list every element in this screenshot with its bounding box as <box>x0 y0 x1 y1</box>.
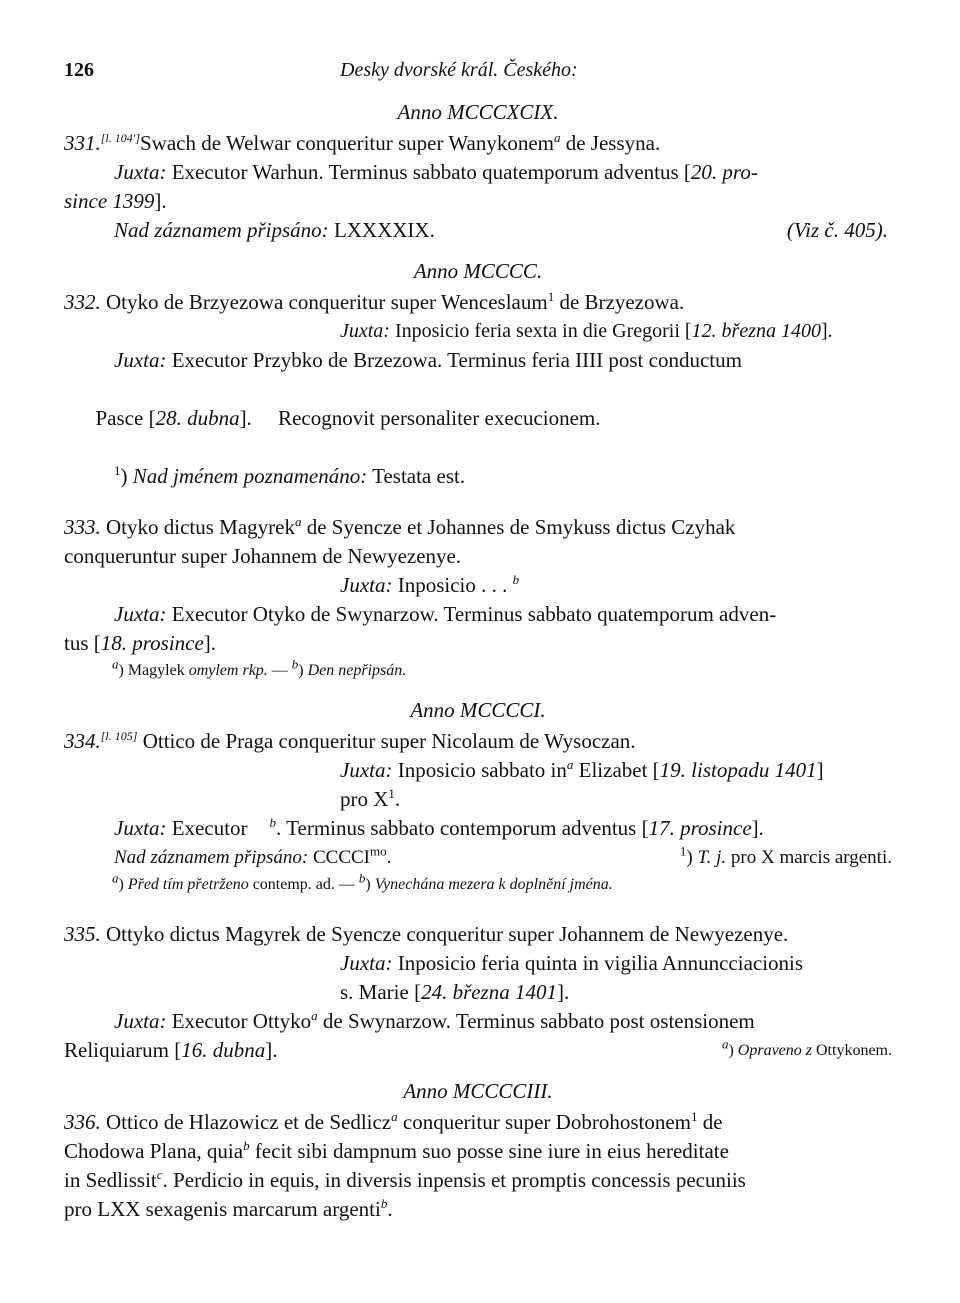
running-title: Desky dvorské král. Českého: <box>340 59 578 81</box>
juxta-label: Juxta: <box>114 160 167 184</box>
entry-text: Inposicio sabbato in <box>392 758 567 782</box>
date: 17. prosince <box>648 816 752 840</box>
entry-text: . <box>387 1197 393 1221</box>
entry-number: 334. <box>64 729 101 753</box>
entry-332 <box>64 288 892 491</box>
entry-text: Swach de Welwar conqueritur super Wanykonem <box>140 131 554 155</box>
date: 28. dubna <box>155 406 240 430</box>
year-heading: Anno MCCCCI. <box>410 698 546 722</box>
entry-text: fecit sibi dampnum suo posse sine iure in eius hereditate <box>249 1139 729 1163</box>
entry-text: Inposicio . . . <box>392 573 513 597</box>
footnote: $^a$) Opraveno z Ottykonem. <box>721 1036 892 1059</box>
year-heading: Anno MCCCC. <box>413 259 543 283</box>
footnote-mark: a <box>294 514 302 529</box>
folio-ref: [l. 104'] <box>100 131 140 145</box>
entry-text: . <box>394 787 401 811</box>
entry-text: pro LXX sexagenis marcarum argenti <box>64 1197 381 1221</box>
entry-text: . Perdicio in equis, in diversis inpensis et promptis concessis pecuniis <box>162 1168 746 1192</box>
footnotes: $^a$) Magylek omylem rkp. — $^b$) Den nepřipsán. <box>112 656 407 679</box>
entry-text: conqueritur super Dobrohostonem <box>397 1110 691 1134</box>
entry-text: de Brzyezowa. <box>554 290 685 314</box>
entry-text: Executor Warhun. Terminus sabbato quatemporum adventus [ <box>166 160 691 184</box>
cross-reference: (Viz č. 405). <box>786 218 888 242</box>
juxta-label: Juxta: <box>114 1009 167 1033</box>
entry-text: ]. <box>821 320 833 342</box>
footnote-mark: b <box>269 815 277 830</box>
date: 12. března 1400 <box>691 320 821 342</box>
footnote-mark: b <box>243 1138 250 1153</box>
entry-text: conqueruntur super Johannem de Newyezenye. <box>64 544 462 568</box>
entry-text: Otyko de Brzyezowa conqueritur super Wenceslaum <box>100 290 548 314</box>
annotation-label: Nad záznamem připsáno: <box>114 847 309 868</box>
date: since 1399 <box>64 189 155 213</box>
footnote-mark: 1 <box>691 1109 698 1124</box>
entry-text: ]. <box>556 980 570 1004</box>
entry-335 <box>64 920 892 1065</box>
entry-333 <box>64 513 892 684</box>
entry-text: ] <box>816 758 824 782</box>
entry-number: 332. <box>64 290 101 314</box>
entry-number: 336. <box>64 1110 101 1134</box>
juxta-label: Juxta: <box>340 951 393 975</box>
entry-text: Chodowa Plana, quia <box>64 1139 244 1163</box>
abbreviation: T. j. <box>697 847 727 868</box>
entry-number: 333. <box>64 515 101 539</box>
annotation-label: Nad záznamem připsáno: <box>114 218 329 242</box>
footnote-mark: 1 <box>547 289 555 304</box>
entry-text: LXXXXIX. <box>328 218 435 242</box>
entry-334: 334.[l. 105] Ottico de Praga conqueritur super Nicolaum de Wysoczan. Juxta: Inposicio sabbato $in^a$ Elizabet [19. listopadu 1401] pro $X^1$. Juxta: Executor $^b$. Terminus sabbato contemporum adventus [17. prosince]. Nad záznamem připsáno: $CCCCI^{mo}$. $^1$) T. j. pro X marcis argenti. $^a$) Před tím přetrženo contemp. ad. — $^b$) Vynechána mezera k doplnění jména. <box>64 727 892 898</box>
date: 18. prosince <box>100 631 204 655</box>
footnote-mark: b <box>380 1196 388 1211</box>
folio-ref: [l. 105] <box>100 729 138 743</box>
entry-text: Inposicio feria quinta in vigilia Annuncciacionis <box>392 951 804 975</box>
footnote-mark: a <box>391 1109 398 1124</box>
entry-text: Otyko dictus Magyrek <box>100 515 295 539</box>
entry-text: Ottico de Hlazowicz et de Sedlicz <box>100 1110 392 1134</box>
footnote-mark: a <box>553 130 561 145</box>
entry-text: ]. Recognovit personaliter execucionem. <box>239 406 601 430</box>
entry-text: . <box>386 847 392 868</box>
entry-text: Inposicio feria sexta in die Gregorii [ <box>389 320 692 342</box>
footnote-mark: 1 <box>679 843 687 859</box>
footnote-mark: a <box>311 1008 318 1023</box>
annotation-label: Nad jménem poznamenáno: <box>132 464 368 488</box>
superscript: mo <box>370 843 387 859</box>
entry-number: 331. <box>64 131 101 155</box>
date: 16. dubna <box>181 1038 266 1062</box>
footnote-mark: 1 <box>114 463 121 478</box>
juxta-label: Juxta: <box>340 573 393 597</box>
entry-text: de <box>697 1110 723 1134</box>
entry-text: Executor Ottyko <box>166 1009 312 1033</box>
entry-text: pro X marcis argenti. <box>726 847 892 868</box>
entry-text: in Sedlissit <box>64 1168 157 1192</box>
entry-text: de Jessyna. <box>560 131 661 155</box>
entry-text: pro X <box>340 787 389 811</box>
entry-336 <box>64 1108 892 1224</box>
entry-text: Executor Przybko de Brzezowa. Terminus feria IIII post conductum <box>166 348 742 372</box>
entry-text: Ottico de Praga conqueritur super Nicolaum de Wysoczan. <box>137 729 636 753</box>
entry-number: 335. <box>64 922 101 946</box>
juxta-label: Juxta: <box>340 758 393 782</box>
juxta-label: Juxta: <box>340 320 390 342</box>
footnote-mark: c <box>156 1167 163 1182</box>
entry-text: de Syencze et Johannes de Smykuss dictus Czyhak <box>301 515 736 539</box>
entry-text: Reliquiarum [ <box>64 1038 182 1062</box>
entry-text: s. Marie [ <box>340 980 422 1004</box>
page-header <box>64 50 892 86</box>
year-heading: Anno MCCCCIII. <box>403 1079 553 1103</box>
document-page <box>64 50 892 1224</box>
entry-text: Elizabet [ <box>573 758 660 782</box>
entry-text: Pasce [ <box>95 406 156 430</box>
entry-text: ]. <box>203 631 217 655</box>
entry-text: Executor Otyko de Swynarzow. Terminus sabbato quatemporum adven- <box>166 602 777 626</box>
juxta-label: Juxta: <box>114 348 167 372</box>
entry-text: Executor <box>166 816 248 840</box>
footnote-mark: a <box>566 757 574 772</box>
date: 20. pro- <box>690 160 758 184</box>
entry-331 <box>64 129 892 245</box>
entry-text: CCCCI <box>308 847 371 868</box>
juxta-label: Juxta: <box>114 602 167 626</box>
entry-text: ]. <box>751 816 764 840</box>
entry-text: ]. <box>265 1038 278 1062</box>
entry-text: de Swynarzow. Terminus sabbato post ostensionem <box>317 1009 755 1033</box>
footnote-mark: b <box>512 572 520 587</box>
juxta-label: Juxta: <box>114 816 167 840</box>
entry-text: ]. <box>154 189 167 213</box>
footnotes: $^a$) Před tím přetrženo contemp. ad. — $^b$) Vynechána mezera k doplnění jména. <box>112 870 613 893</box>
date: 19. listopadu 1401 <box>659 758 817 782</box>
footnote-mark: 1 <box>388 786 395 801</box>
entry-text: Ottyko dictus Magyrek de Syencze conqueritur super Johannem de Newyezenye. <box>100 922 789 946</box>
page-number: 126 <box>64 59 94 81</box>
year-heading: Anno MCCCXCIX. <box>397 100 559 124</box>
entry-text: tus [ <box>64 631 101 655</box>
entry-text: ) <box>120 464 133 488</box>
entry-text: . Terminus sabbato contemporum adventus [ <box>276 816 649 840</box>
date: 24. března 1401 <box>421 980 557 1004</box>
entry-text: Testata est. <box>367 464 466 488</box>
